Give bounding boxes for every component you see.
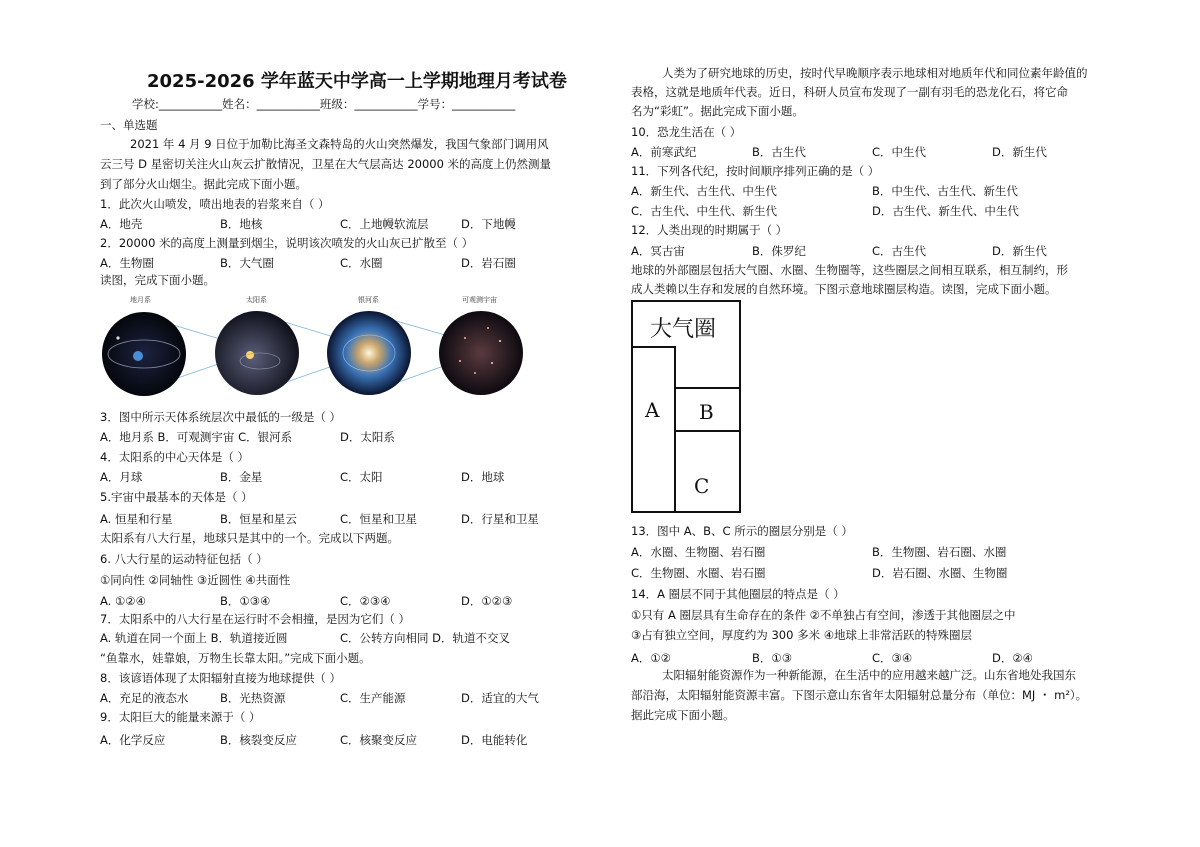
q5-option-c: C．恒星和卫星	[340, 512, 418, 526]
q12-option-b: B．侏罗纪	[752, 244, 806, 258]
diagram-label-a: A	[645, 398, 660, 422]
question-8: 8．该谚语体现了太阳辐射直接为地球提供（ ）	[100, 671, 341, 685]
question-12: 12．人类出现的时期属于（ ）	[631, 223, 788, 237]
question-11: 11．下列各代纪，按时间顺序排列正确的是（ ）	[631, 164, 880, 178]
q6-option-c: C．②③④	[340, 594, 391, 608]
q10-option-d: D．新生代	[992, 145, 1047, 159]
q10-option-c: C．中生代	[872, 145, 927, 159]
fig-label-observable-universe: 可观测宇宙	[462, 296, 497, 304]
q7-options-ab: A. 轨道在同一个面上 B．轨道接近圆	[100, 631, 288, 645]
question-5: 5.宇宙中最基本的天体是（ ）	[100, 490, 253, 504]
q8-option-a: A．充足的液态水	[100, 691, 189, 705]
q12-option-a: A．冥古宙	[631, 244, 685, 258]
question-4: 4．太阳系的中心天体是（ ）	[100, 450, 249, 464]
q9-option-b: B．核裂变反应	[220, 733, 297, 747]
question-2: 2．20000 米的高度上测量到烟尘，说明该次喷发的火山灰已扩散至（ ）	[100, 236, 474, 250]
question-10: 10．恐龙生活在（ ）	[631, 125, 742, 139]
passage-2: 太阳系有八大行星，地球只是其中的一个。完成以下两题。	[100, 531, 399, 545]
q2-option-d: D．岩石圈	[461, 256, 516, 270]
q5-option-d: D．行星和卫星	[461, 512, 539, 526]
q3-option-d: D．太阳系	[340, 430, 395, 444]
q7-options-cd: C．公转方向相同 D．轨道不交叉	[340, 631, 511, 645]
question-6: 6. 八大行星的运动特征包括（ ）	[100, 552, 268, 566]
passage-4-line-2: 表格，这就是地质年代表。近日，科研人员宣布发现了一副有羽毛的恐龙化石，将它命	[631, 85, 1068, 99]
q13-option-d: D．岩石圈、水圈、生物圈	[872, 566, 1008, 580]
passage-6-line-3: 据此完成下面小题。	[631, 708, 735, 722]
q9-option-c: C．核聚变反应	[340, 733, 418, 747]
q14-statements-1: ①只有 A 圈层具有生命存在的条件 ②不单独占有空间，渗透于其他圈层之中	[631, 608, 1016, 622]
passage-6-line-2: 部沿海，太阳辐射能资源丰富。下图示意山东省年太阳辐射总量分布（单位：MJ ・ m²）。	[631, 688, 1088, 702]
diagram-label-atmosphere: 大气圈	[650, 317, 717, 342]
q9-option-d: D．电能转化	[461, 733, 528, 747]
question-9: 9．太阳巨大的能量来源于（ ）	[100, 710, 261, 724]
q11-option-a: A．新生代、古生代、中生代	[631, 184, 777, 198]
q1-option-c: C．上地幔软流层	[340, 217, 429, 231]
q2-option-c: C．水圈	[340, 256, 383, 270]
q8-option-b: B．光热资源	[220, 691, 286, 705]
q13-option-c: C．生物圈、水圈、岩石圈	[631, 566, 766, 580]
passage-4-line-3: 名为“彩虹”。据此完成下面小题。	[631, 104, 804, 118]
diagram-label-b: B	[699, 400, 714, 424]
q12-option-c: C．古生代	[872, 244, 927, 258]
q11-option-d: D．古生代、新生代、中生代	[872, 204, 1019, 218]
passage-5-line-2: 成人类赖以生存和发展的自然环境。下图示意地球圈层构造。读图，完成下面小题。	[631, 282, 1057, 296]
diagram-region-c	[631, 430, 741, 513]
q4-option-b: B．金星	[220, 470, 263, 484]
q1-option-d: D．下地幔	[461, 217, 516, 231]
q14-statements-2: ③占有独立空间，厚度约为 300 多米 ④地球上非常活跃的特殊圈层	[631, 628, 973, 642]
milky-way-icon	[327, 311, 411, 395]
question-1: 1．此次火山喷发，喷出地表的岩浆来自（ ）	[100, 197, 330, 211]
fig-label-earth-moon: 地月系	[130, 296, 151, 304]
q10-option-b: B．古生代	[752, 145, 806, 159]
passage-4-line-1: 人类为了研究地球的历史，按时代早晚顺序表示地球相对地质年代和同位素年龄值的	[662, 66, 1088, 80]
q8-option-c: C．生产能源	[340, 691, 406, 705]
diagram-label-c: C	[694, 474, 710, 498]
q8-option-d: D．适宜的大气	[461, 691, 539, 705]
q12-option-d: D．新生代	[992, 244, 1047, 258]
q4-option-d: D．地球	[461, 470, 505, 484]
q5-option-b: B．恒星和星云	[220, 512, 297, 526]
q4-option-c: C．太阳	[340, 470, 383, 484]
question-14: 14．A 圈层不同于其他圈层的特点是（ ）	[631, 587, 845, 601]
question-13: 13．图中 A、B、C 所示的圈层分别是（ ）	[631, 524, 853, 538]
figure-instruction: 读图，完成下面小题。	[100, 273, 215, 287]
celestial-systems-figure	[100, 293, 525, 400]
passage-6-line-1: 太阳辐射能资源作为一种新能源，在生活中的应用越来越广泛。山东省地处我国东	[662, 668, 1076, 682]
q3-options-abc: A．地月系 B．可观测宇宙 C．银河系	[100, 430, 293, 444]
q4-option-a: A．月球	[100, 470, 143, 484]
earth-spheres-diagram	[631, 300, 741, 513]
q14-option-a: A．①②	[631, 651, 671, 665]
passage-1-line-3: 到了部分火山烟尘。据此完成下面小题。	[100, 177, 307, 191]
q6-option-a: A. ①②④	[100, 594, 146, 608]
q10-option-a: A．前寒武纪	[631, 145, 697, 159]
question-3: 3．图中所示天体系统层次中最低的一级是（ ）	[100, 410, 341, 424]
q14-option-b: B．①③	[752, 651, 793, 665]
observable-universe-icon	[439, 311, 523, 395]
q2-option-b: B．大气圈	[220, 256, 274, 270]
q14-option-d: D．②④	[992, 651, 1033, 665]
fig-label-milky-way: 银河系	[358, 296, 379, 304]
passage-1-line-1: 2021 年 4 月 9 日位于加勒比海圣文森特岛的火山突然爆发，我国气象部门调用风	[130, 137, 549, 151]
q5-option-a: A. 恒星和行星	[100, 512, 173, 526]
q1-option-a: A．地壳	[100, 217, 143, 231]
fig-label-solar-system: 太阳系	[246, 296, 267, 304]
q11-option-c: C．古生代、中生代、新生代	[631, 204, 778, 218]
q14-option-c: C．③④	[872, 651, 913, 665]
q13-option-a: A．水圈、生物圈、岩石圈	[631, 545, 766, 559]
passage-1-line-2: 云三号 D 星密切关注火山灰云扩散情况，卫星在大气层高达 20000 米的高度上仍然测量	[100, 157, 552, 171]
section-heading: 一、单选题	[100, 118, 158, 132]
question-7: 7．太阳系中的八大行星在运行时不会相撞，是因为它们（ ）	[100, 612, 410, 626]
q13-option-b: B．生物圈、岩石圈、水圈	[872, 545, 1007, 559]
celestial-systems-graphic	[100, 293, 525, 400]
q2-option-a: A．生物圈	[100, 256, 154, 270]
passage-5-line-1: 地球的外部圈层包括大气圈、水圈、生物圈等，这些圈层之间相互联系，相互制约，形	[631, 263, 1068, 277]
q11-option-b: B．中生代、古生代、新生代	[872, 184, 1018, 198]
q9-option-a: A．化学反应	[100, 733, 166, 747]
page-title: 2025-2026 学年蓝天中学高一上学期地理月考试卷	[147, 71, 567, 92]
earth-moon-system-icon	[102, 312, 186, 396]
q6-option-b: B．①③④	[220, 594, 271, 608]
q6-statements: ①同向性 ②同轴性 ③近圆性 ④共面性	[100, 573, 291, 587]
q1-option-b: B．地核	[220, 217, 263, 231]
student-info-line: 学校:___________姓名：___________班级：___________学号：___________	[132, 97, 516, 111]
passage-3: “鱼靠水，娃靠娘，万物生长靠太阳。”完成下面小题。	[100, 651, 371, 665]
q6-option-d: D．①②③	[461, 594, 513, 608]
